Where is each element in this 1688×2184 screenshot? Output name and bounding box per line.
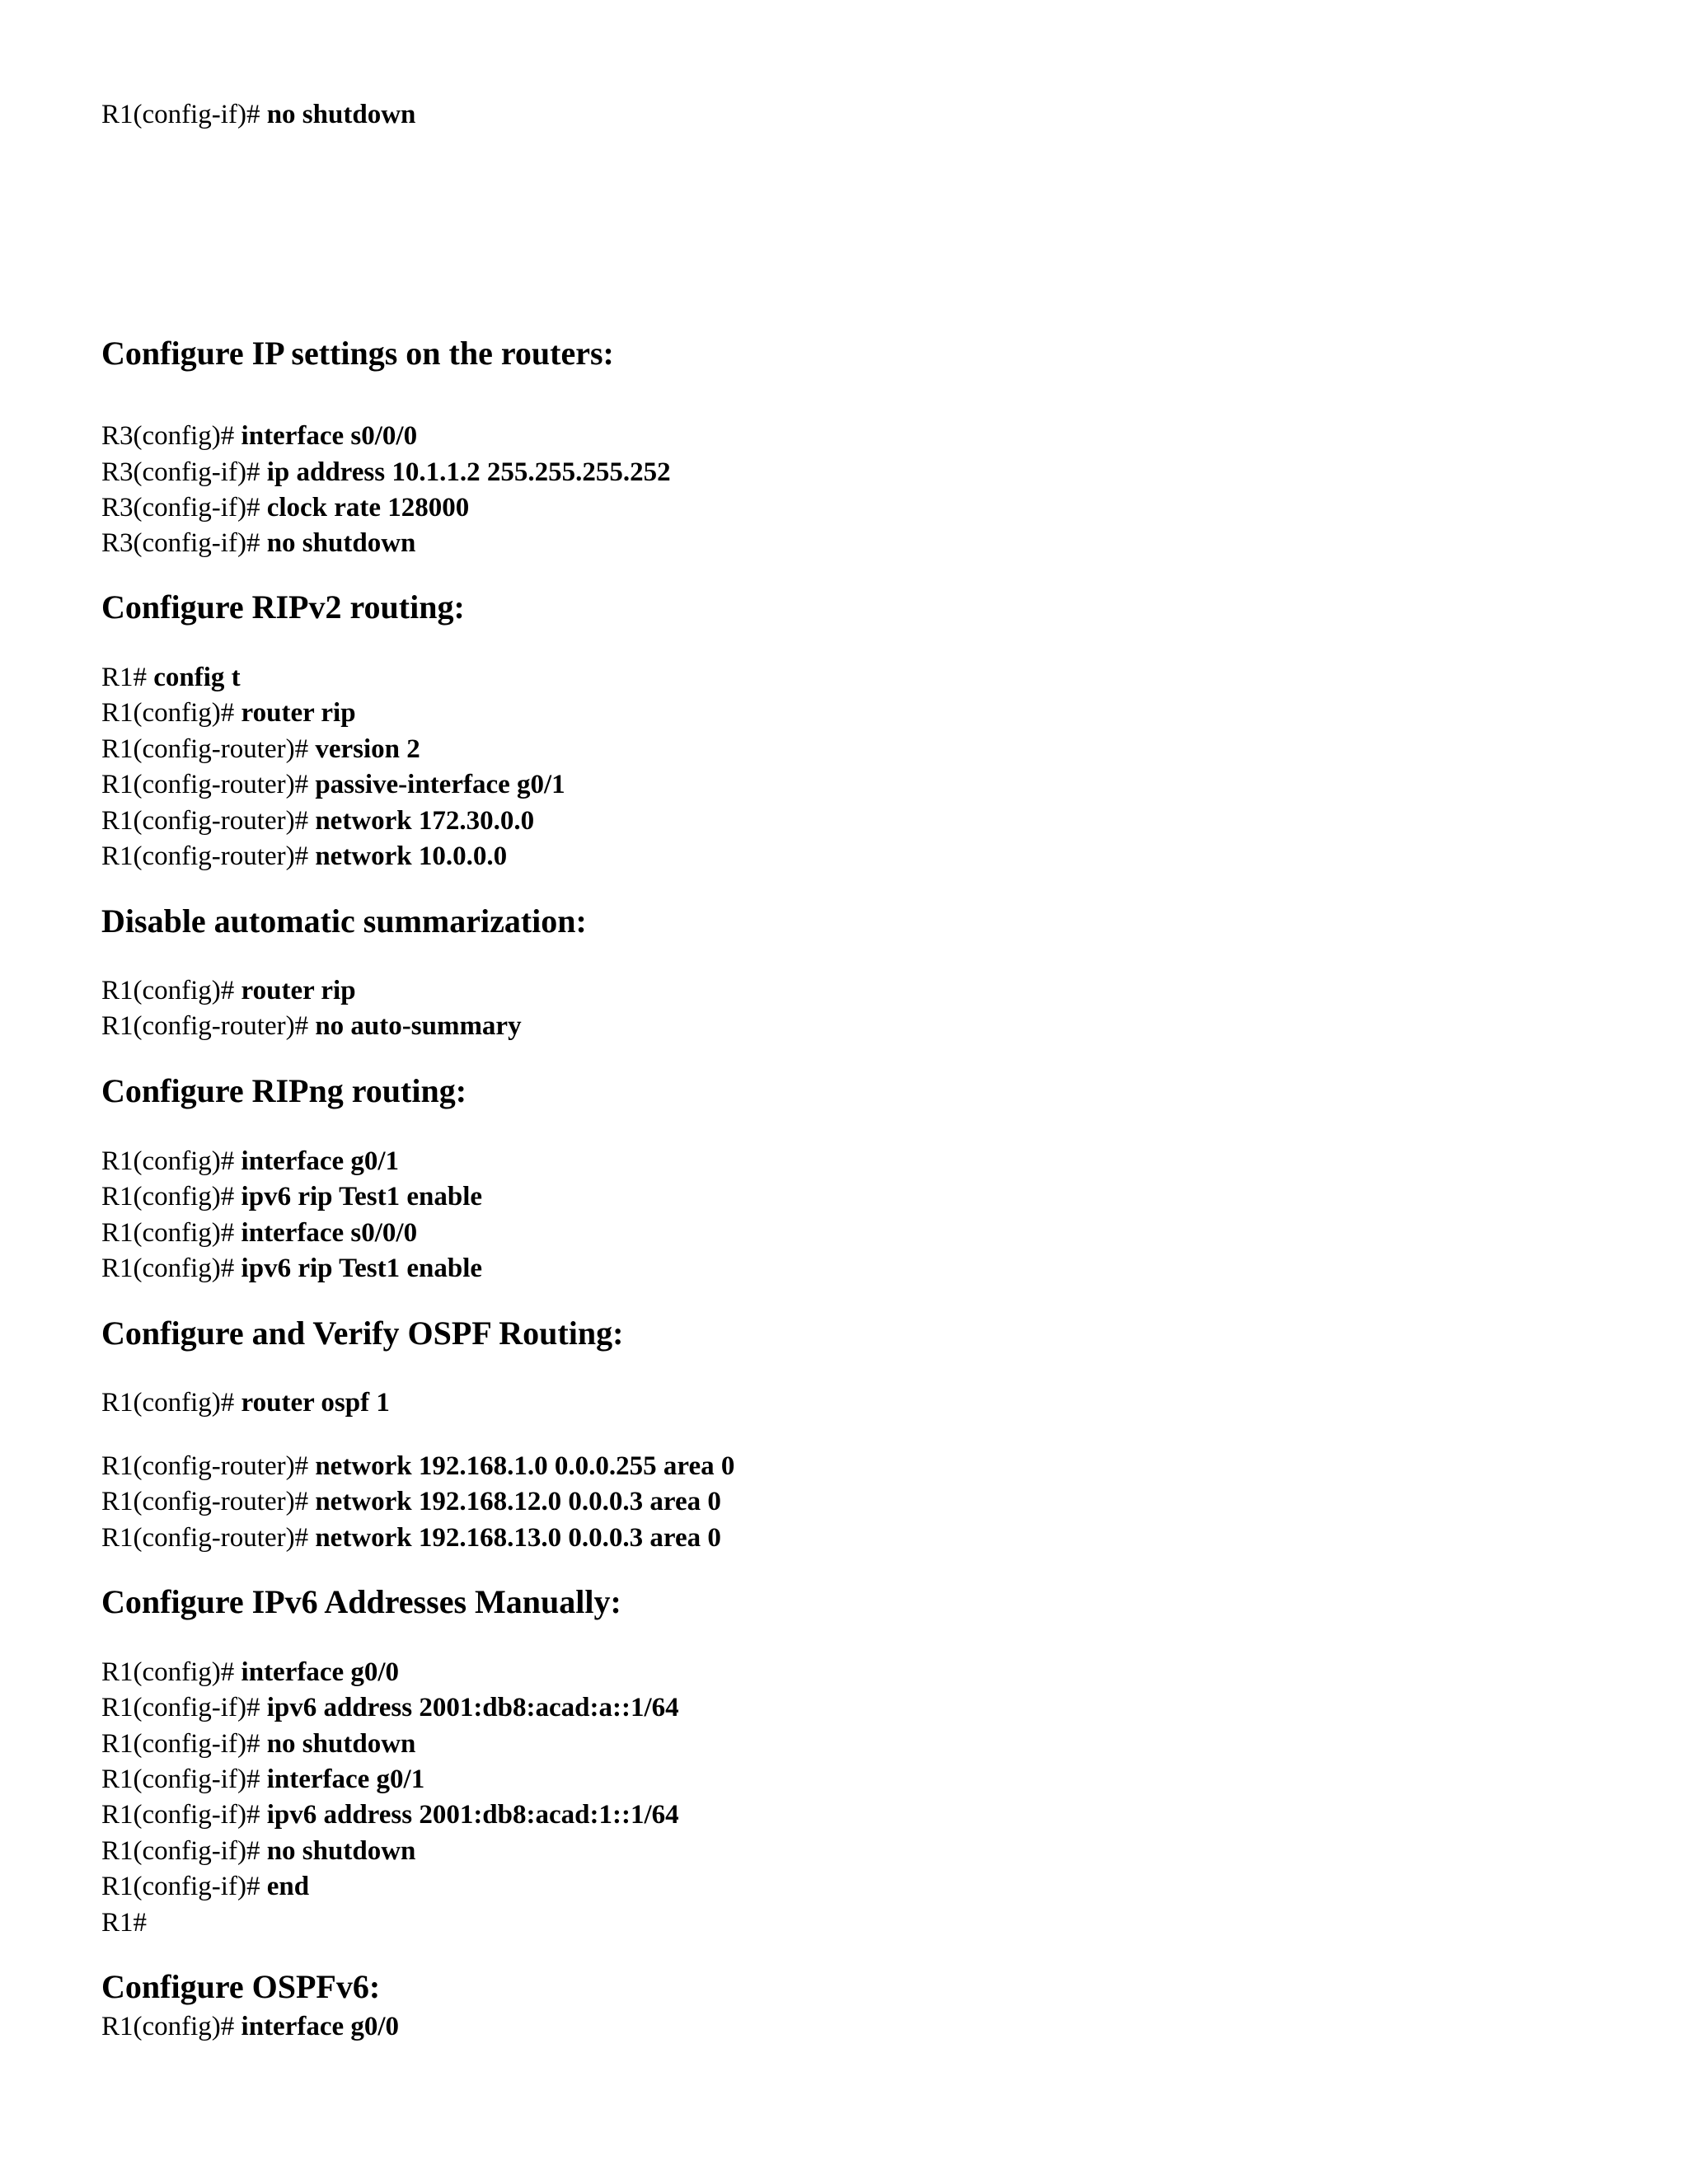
command: interface g0/0 [241, 2012, 400, 2041]
command-line [101, 768, 565, 801]
command-line [101, 661, 241, 694]
command-line [101, 456, 671, 489]
command: clock rate 128000 [266, 493, 470, 523]
prompt: R1(config-router)# [101, 1451, 316, 1481]
command-line [101, 2010, 399, 2043]
prompt: R1(config-router)# [101, 734, 316, 764]
section-heading-ripv2: Configure RIPv2 routing: [101, 588, 465, 626]
prompt: R1(config-if)# [101, 1872, 267, 1901]
prompt: R1(config)# [101, 1146, 241, 1176]
command-line [101, 1252, 482, 1285]
command: network 192.168.13.0 0.0.0.3 area 0 [315, 1523, 721, 1553]
command: version 2 [315, 734, 420, 764]
prompt: R1(config)# [101, 698, 241, 728]
command: ipv6 rip Test1 enable [241, 1254, 483, 1283]
command-line [101, 1145, 399, 1178]
command-line [101, 1180, 482, 1213]
command: network 192.168.12.0 0.0.0.3 area 0 [315, 1487, 721, 1516]
command-line [101, 974, 356, 1007]
prompt: R1(config-router)# [101, 1487, 316, 1516]
section-heading-ip-settings: Configure IP settings on the routers: [101, 335, 614, 372]
prompt: R1(config-if)# [101, 1836, 267, 1866]
command-line [101, 1691, 679, 1724]
command-line [101, 804, 534, 837]
prompt: R1# [101, 663, 154, 692]
command: no shutdown [266, 1729, 416, 1759]
command: no auto-summary [315, 1011, 522, 1041]
command-line [101, 1727, 415, 1760]
command: end [266, 1872, 310, 1901]
prompt: R1(config-router)# [101, 770, 316, 799]
prompt: R1(config-router)# [101, 1523, 316, 1553]
command-line [101, 98, 415, 131]
command: no shutdown [266, 1836, 416, 1866]
command: ipv6 rip Test1 enable [241, 1182, 483, 1212]
section-heading-ospf: Configure and Verify OSPF Routing: [101, 1315, 624, 1352]
section-heading-ospfv6: Configure OSPFv6: [101, 1968, 381, 2005]
prompt: R1(config-if)# [101, 1693, 267, 1722]
command: no shutdown [266, 100, 416, 129]
command: interface g0/0 [241, 1657, 400, 1687]
command: router rip [241, 698, 356, 728]
command-line [101, 1835, 415, 1868]
section-heading-ripng: Configure RIPng routing: [101, 1072, 467, 1109]
command: ip address 10.1.1.2 255.255.255.252 [266, 457, 671, 487]
command: ipv6 address 2001:db8:acad:a::1/64 [266, 1693, 679, 1722]
prompt: R1(config)# [101, 1182, 241, 1212]
command-line [101, 1906, 147, 1939]
prompt: R1(config-if)# [101, 1800, 267, 1830]
command: router ospf 1 [241, 1388, 390, 1418]
command-line [101, 1870, 309, 1903]
prompt: R1(config)# [101, 1388, 241, 1418]
command-line [101, 1763, 424, 1796]
command: no shutdown [266, 528, 416, 558]
command-line [101, 1010, 522, 1043]
prompt: R1(config-if)# [101, 100, 267, 129]
command-line [101, 1485, 721, 1518]
prompt: R3(config-if)# [101, 493, 267, 523]
prompt: R1(config-router)# [101, 841, 316, 871]
command-line [101, 1386, 390, 1419]
command: network 192.168.1.0 0.0.0.255 area 0 [315, 1451, 735, 1481]
prompt: R1(config)# [101, 1254, 241, 1283]
command-line [101, 1521, 721, 1554]
command: network 10.0.0.0 [315, 841, 508, 871]
prompt: R3(config-if)# [101, 457, 267, 487]
command-line [101, 419, 417, 452]
command-line [101, 527, 415, 560]
prompt: R1(config-router)# [101, 806, 316, 836]
prompt: R1(config-if)# [101, 1729, 267, 1759]
prompt: R3(config-if)# [101, 528, 267, 558]
prompt: R1(config-if)# [101, 1765, 267, 1794]
command: router rip [241, 976, 356, 1005]
command: network 172.30.0.0 [315, 806, 535, 836]
prompt: R1(config)# [101, 1218, 241, 1248]
command-line [101, 491, 469, 524]
section-heading-ipv6-addresses: Configure IPv6 Addresses Manually: [101, 1583, 621, 1620]
command: interface g0/1 [241, 1146, 400, 1176]
prompt: R1# [101, 1908, 148, 1938]
command: interface s0/0/0 [241, 1218, 418, 1248]
command-line [101, 1656, 399, 1689]
command-line [101, 1216, 417, 1249]
prompt: R1(config)# [101, 2012, 241, 2041]
command-line [101, 1798, 679, 1831]
command-line [101, 840, 507, 873]
command: config t [153, 663, 241, 692]
command: passive-interface g0/1 [315, 770, 565, 799]
command-line [101, 733, 420, 766]
command: interface g0/1 [266, 1765, 425, 1794]
command-line [101, 696, 356, 729]
prompt: R1(config-router)# [101, 1011, 316, 1041]
prompt: R1(config)# [101, 976, 241, 1005]
prompt: R3(config)# [101, 421, 241, 451]
command-line [101, 1450, 734, 1483]
command: ipv6 address 2001:db8:acad:1::1/64 [266, 1800, 679, 1830]
command: interface s0/0/0 [241, 421, 418, 451]
prompt: R1(config)# [101, 1657, 241, 1687]
section-heading-auto-summarization: Disable automatic summarization: [101, 902, 587, 940]
